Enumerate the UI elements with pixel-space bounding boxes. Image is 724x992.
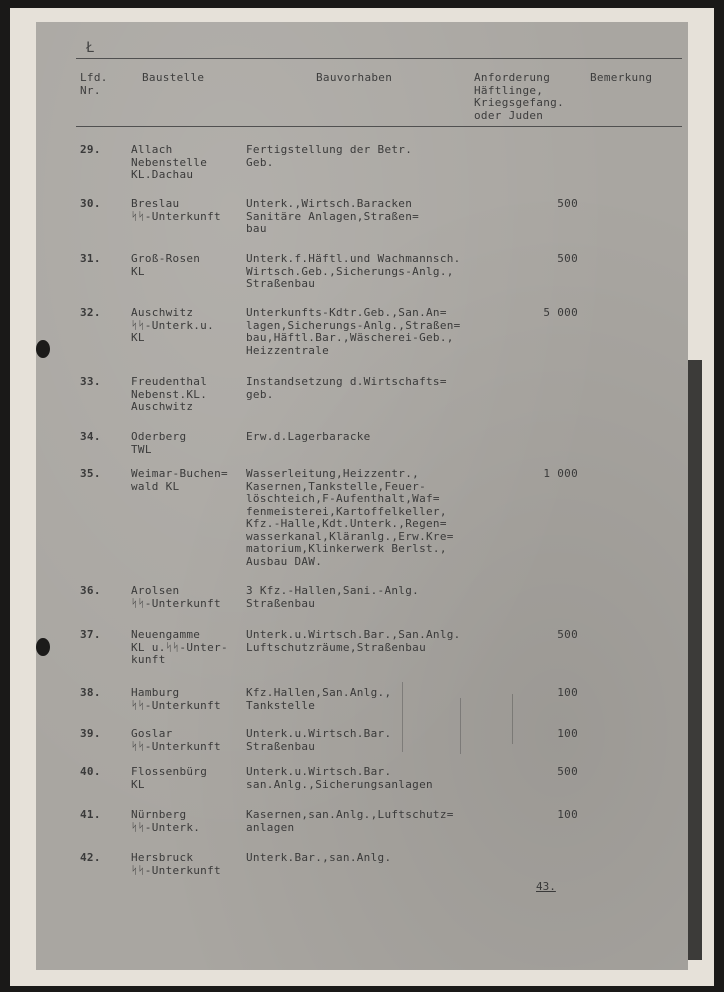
entry-site: Neuengamme KL u.ᛋᛋ-Unter- kunft <box>131 628 228 666</box>
header-project: Bauvorhaben <box>316 71 393 84</box>
entry-number: 32. <box>80 306 101 319</box>
entry-project: Fertigstellung der Betr. Geb. <box>246 143 413 169</box>
entry-site: Goslar ᛋᛋ-Unterkunft <box>131 727 221 753</box>
fold-line <box>512 694 513 744</box>
entry-number: 34. <box>80 430 101 443</box>
header-site: Baustelle <box>142 71 205 84</box>
entry-number: 31. <box>80 252 101 265</box>
entry-number: 40. <box>80 765 101 778</box>
entry-site: Nürnberg ᛋᛋ-Unterk. <box>131 808 201 834</box>
entry-project: Unterk.f.Häftl.und Wachmannsch. Wirtsch.Geb.,Sicherungs-Anlg., Straßenbau <box>246 252 461 290</box>
punch-hole <box>36 638 50 656</box>
entry-project: Unterk.,Wirtsch.Baracken Sanitäre Anlagen,Straßen= bau <box>246 197 420 235</box>
entry-site: Groß-Rosen KL <box>131 252 201 278</box>
entry-number: 33. <box>80 375 101 388</box>
entry-number: 29. <box>80 143 101 156</box>
entry-project: Kfz.Hallen,San.Anlg., Tankstelle <box>246 686 392 712</box>
entry-site: Allach Nebenstelle KL.Dachau <box>131 143 208 181</box>
entry-requirement: 500 <box>557 252 578 265</box>
header-requirement: Anforderung Häftlinge, Kriegsgefang. oder Juden <box>474 71 564 122</box>
entry-requirement: 500 <box>557 765 578 778</box>
entry-site: Auschwitz ᛋᛋ-Unterk.u. KL <box>131 306 215 344</box>
entry-project: Unterkunfts-Kdtr.Geb.,San.An= lagen,Sicherungs-Anlg.,Straßen= bau,Häftl.Bar.,Wäscherei-Geb., Heizzentrale <box>246 306 461 357</box>
page-number: 43. <box>536 880 556 893</box>
entry-project: Unterk.u.Wirtsch.Bar.,San.Anlg. Luftschutzräume,Straßenbau <box>246 628 461 654</box>
entry-number: 42. <box>80 851 101 864</box>
fold-line <box>460 698 461 754</box>
header-rule-bottom <box>76 126 682 127</box>
entry-project: Wasserleitung,Heizzentr., Kasernen,Tankstelle,Feuer- löschteich,F-Aufenthalt,Waf= fenmeisterei,Kartoffelkeller, Kfz.-Halle,Kdt.Unterk.,Regen= wasserkanal,Kläranlg.,Erw.Kre= matorium,Klinkerwerk Berlst., Ausbau DAW. <box>246 467 454 568</box>
entry-project: Unterk.u.Wirtsch.Bar. Straßenbau <box>246 727 392 753</box>
corner-mark: Ł <box>86 40 95 56</box>
entry-project: Unterk.u.Wirtsch.Bar. san.Anlg.,Sicherungsanlagen <box>246 765 433 791</box>
entry-project: Instandsetzung d.Wirtschafts= geb. <box>246 375 447 401</box>
entry-requirement: 100 <box>557 808 578 821</box>
entry-site: Hamburg ᛋᛋ-Unterkunft <box>131 686 221 712</box>
entry-site: Flossenbürg KL <box>131 765 208 791</box>
entry-project: Kasernen,san.Anlg.,Luftschutz= anlagen <box>246 808 454 834</box>
entry-site: Hersbruck ᛋᛋ-Unterkunft <box>131 851 221 877</box>
entry-requirement: 5 000 <box>543 306 578 319</box>
document-page <box>36 22 688 970</box>
fold-line <box>402 682 403 752</box>
entry-project: 3 Kfz.-Hallen,Sani.-Anlg. Straßenbau <box>246 584 420 610</box>
punch-hole <box>36 340 50 358</box>
header-rule-top <box>76 58 682 59</box>
entry-site: Oderberg TWL <box>131 430 187 456</box>
entry-number: 38. <box>80 686 101 699</box>
entry-number: 30. <box>80 197 101 210</box>
entry-project: Unterk.Bar.,san.Anlg. <box>246 851 392 864</box>
header-remarks: Bemerkung <box>590 71 653 84</box>
entry-site: Arolsen ᛋᛋ-Unterkunft <box>131 584 221 610</box>
entry-project: Erw.d.Lagerbaracke <box>246 430 371 443</box>
entry-requirement: 1 000 <box>543 467 578 480</box>
header-nr: Lfd. Nr. <box>80 71 108 97</box>
entry-site: Freudenthal Nebenst.KL. Auschwitz <box>131 375 208 413</box>
page-edge-shadow <box>688 360 702 960</box>
entry-number: 37. <box>80 628 101 641</box>
entry-requirement: 500 <box>557 197 578 210</box>
entry-requirement: 100 <box>557 686 578 699</box>
entry-requirement: 100 <box>557 727 578 740</box>
entry-number: 36. <box>80 584 101 597</box>
entry-number: 39. <box>80 727 101 740</box>
entry-site: Breslau ᛋᛋ-Unterkunft <box>131 197 221 223</box>
entry-site: Weimar-Buchen= wald KL <box>131 467 228 493</box>
entry-requirement: 500 <box>557 628 578 641</box>
entry-number: 41. <box>80 808 101 821</box>
entry-number: 35. <box>80 467 101 480</box>
